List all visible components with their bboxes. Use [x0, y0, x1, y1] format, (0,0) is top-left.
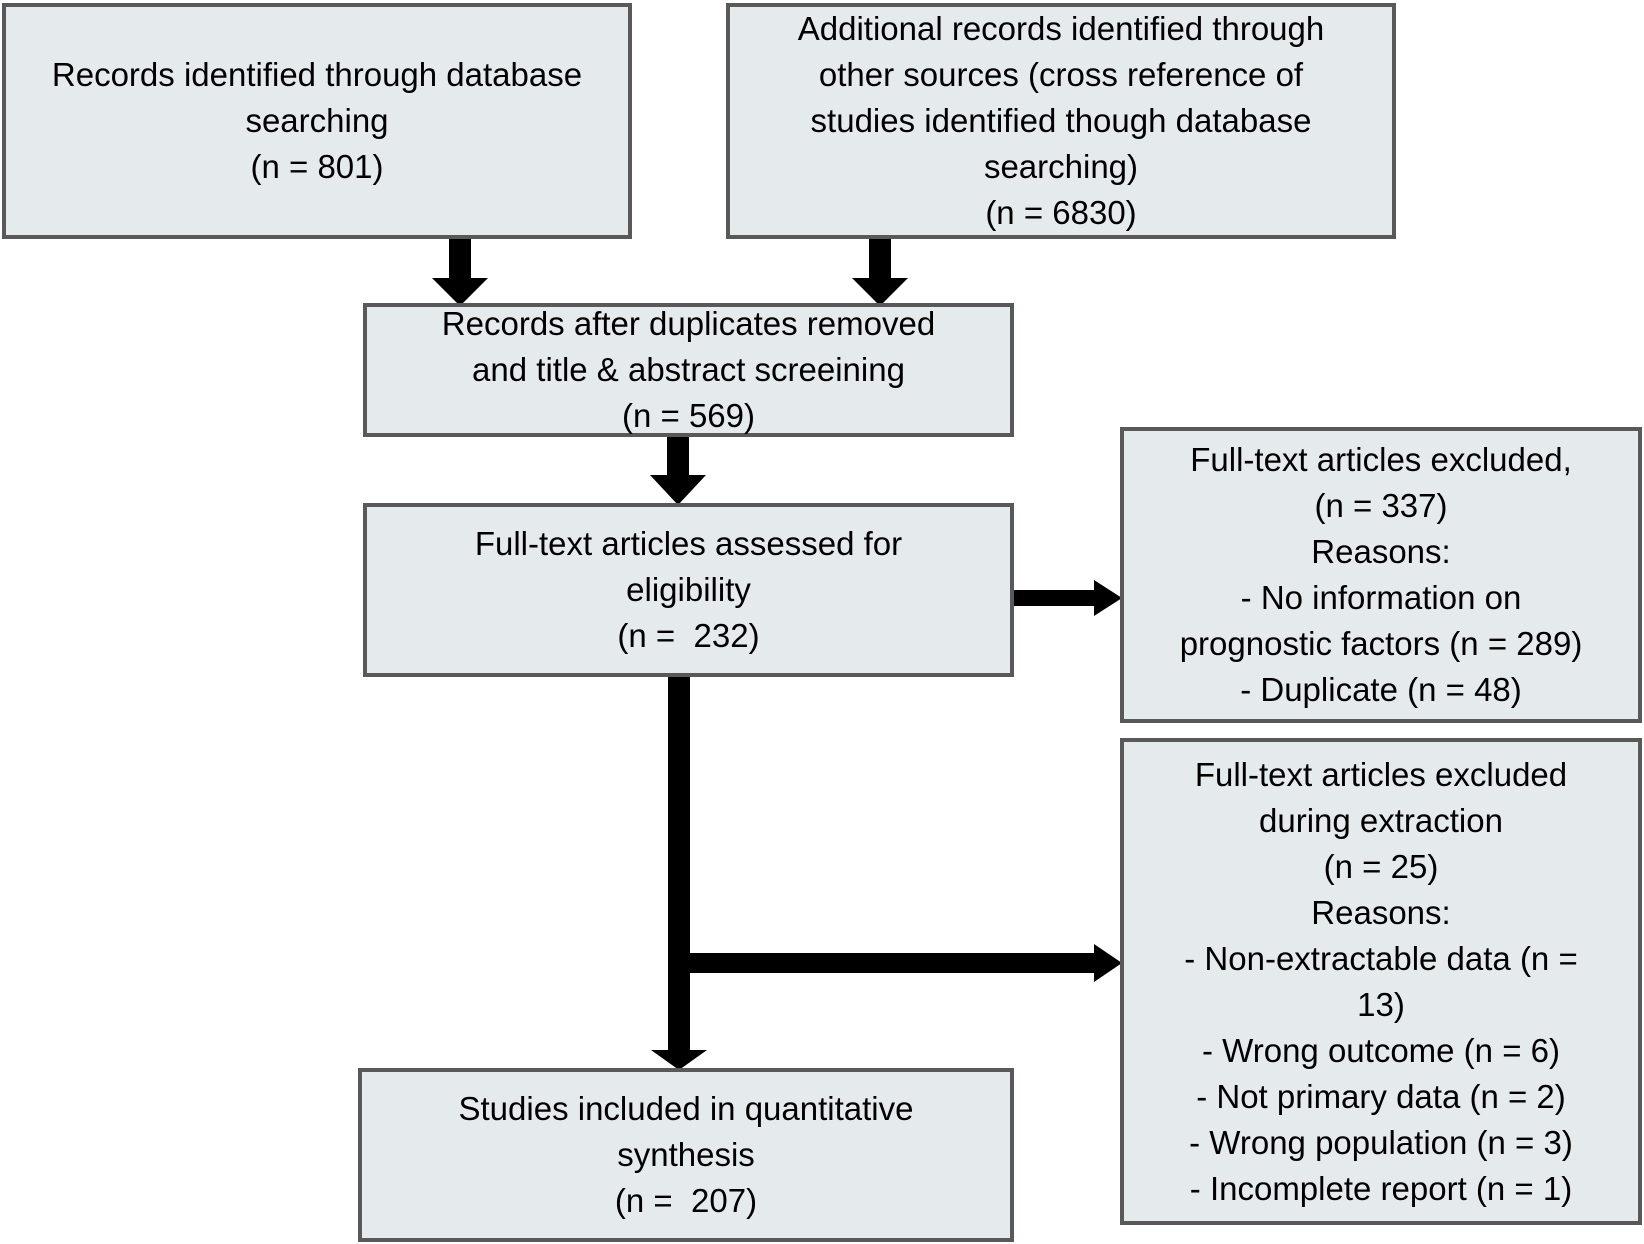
box-line: (n = 25) [1323, 847, 1439, 885]
box-line: Full-text articles excluded, [1190, 441, 1572, 478]
box-line: (n = 6830) [985, 194, 1137, 231]
box-additional-records-other-sources [726, 3, 1396, 239]
box-line: Records after duplicates removed [441, 305, 936, 342]
box-line: - Duplicate (n = 48) [1240, 671, 1522, 708]
box-line: - Wrong population (n = 3) [1189, 1123, 1573, 1161]
box-line: Full-text articles excluded [1194, 755, 1568, 793]
box-line: - Not primary data (n = 2) [1196, 1077, 1566, 1115]
box-line: (n = 207) [614, 1182, 758, 1219]
arrow-eligibility-to-excluded-icon [1014, 580, 1122, 616]
box-line: (n = 232) [617, 617, 760, 654]
box-line: Records identified through database [51, 56, 583, 93]
box-line: - No information on [1240, 579, 1522, 616]
arrow-branch-to-extraction-excluded-icon [668, 944, 1122, 982]
box-records-after-duplicates-removed [363, 303, 1014, 437]
box-fulltext-assessed-eligibility [363, 503, 1014, 677]
arrow-eligibility-to-included-icon [651, 677, 707, 1070]
box-line: synthesis [617, 1136, 755, 1173]
box-line: Reasons: [1311, 533, 1451, 570]
box-line: (n = 569) [622, 397, 755, 434]
box-line: during extraction [1259, 801, 1503, 839]
box-line: (n = 801) [250, 148, 384, 185]
box-studies-included-quantitative-synthesis [358, 1068, 1014, 1242]
box-line: Full-text articles assessed for [474, 525, 903, 562]
box-line: Studies included in quantitative [458, 1090, 914, 1127]
box-line: - Incomplete report (n = 1) [1189, 1169, 1573, 1207]
arrow-screening-to-eligibility-icon [650, 437, 706, 505]
box-line: - Wrong outcome (n = 6) [1202, 1031, 1560, 1069]
box-line: other sources (cross reference of [818, 56, 1304, 93]
box-line: (n = 337) [1314, 487, 1448, 524]
box-line: searching [245, 102, 389, 139]
arrow-other-to-screening-icon [852, 238, 908, 306]
box-line: eligibility [626, 571, 751, 608]
box-line: Additional records identified through [797, 10, 1325, 47]
box-line: searching) [983, 148, 1139, 185]
box-line: studies identified though database [810, 102, 1312, 139]
box-line: - Non-extractable data (n = [1184, 939, 1578, 977]
box-line: and title & abstract screeining [472, 351, 905, 388]
box-fulltext-articles-excluded [1120, 427, 1642, 723]
box-records-identified-database [2, 3, 632, 239]
box-line: Reasons: [1311, 893, 1451, 931]
box-line: 13) [1357, 985, 1405, 1023]
box-line: prognostic factors (n = 289) [1179, 625, 1583, 662]
box-excluded-during-extraction [1120, 738, 1642, 1225]
arrow-db-to-screening-icon [432, 238, 488, 306]
